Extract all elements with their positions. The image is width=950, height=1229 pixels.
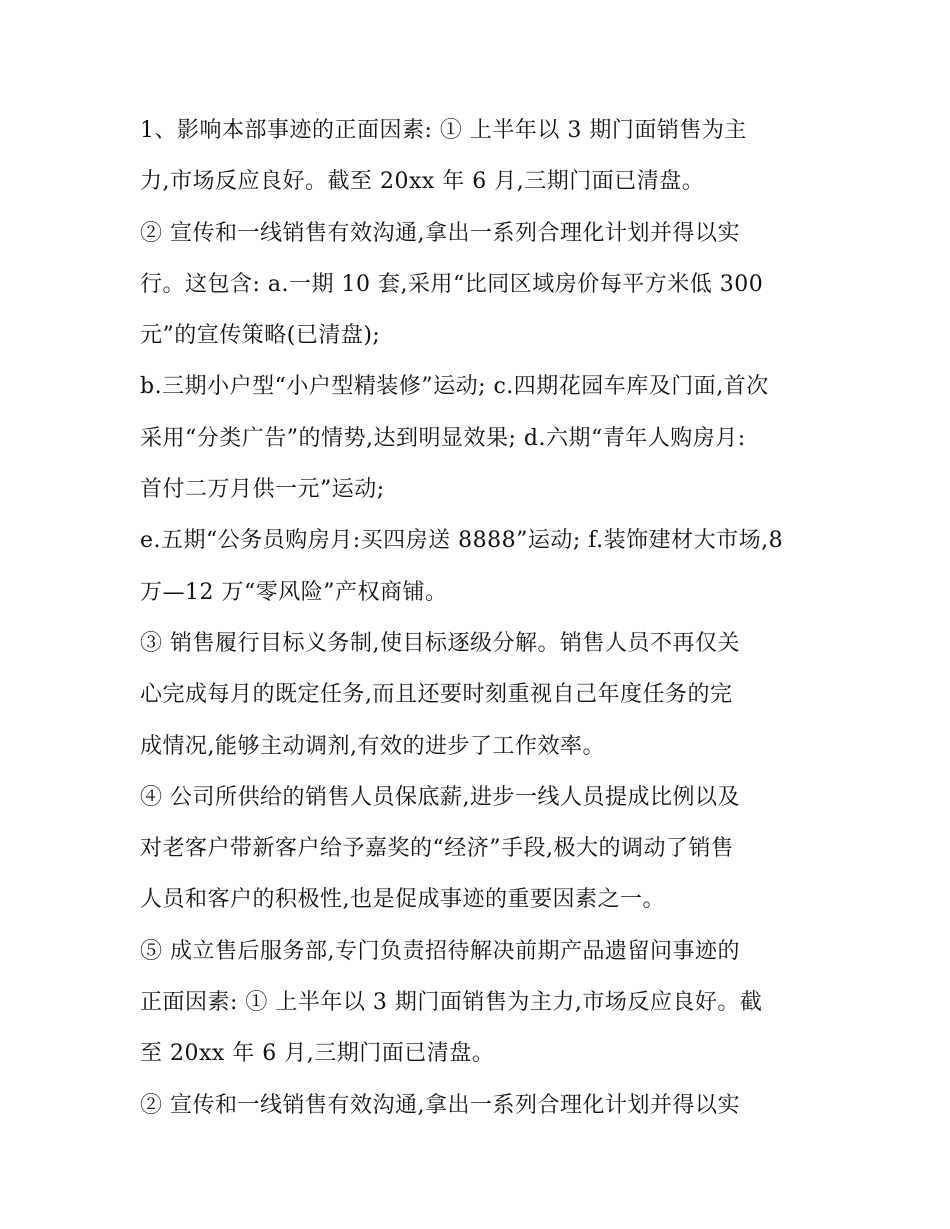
text-line: 首付二万月供一元”运动; (140, 477, 385, 503)
text-line: ④ 公司所供给的销售人员保底薪,进步一线人员提成比例以及 (140, 784, 740, 810)
text-line: 正面因素: ① 上半年以 3 期门面销售为主力,市场反应良好。截 (140, 990, 763, 1016)
text-line: b.三期小户型“小户型精装修”运动; c.四期花园车库及门面,首次 (140, 374, 769, 400)
text-line: 1、影响本部事迹的正面因素: ① 上半年以 3 期门面销售为主 (140, 118, 747, 143)
text-line: 成情况,能够主动调剂,有效的进步了工作效率。 (140, 733, 605, 759)
text-line: e.五期“公务员购房月:买四房送 8888”运动; f.装饰建材大市场,8 (140, 528, 784, 554)
text-line: 至 20xx 年 6 月,三期门面已清盘。 (140, 1041, 495, 1067)
text-line: 人员和客户的积极性,也是促成事迹的重要因素之一。 (140, 887, 665, 913)
text-line: 采用“分类广告”的情势,达到明显效果; d.六期“青年人购房月: (140, 425, 746, 451)
text-line: 元”的宣传策略(已清盘); (140, 323, 381, 349)
text-line: 力,市场反应良好。截至 20xx 年 6 月,三期门面已清盘。 (140, 169, 705, 195)
document-body (140, 105, 820, 1131)
text-line: ⑤ 成立售后服务部,专门负责招待解决前期产品遗留问事迹的 (140, 938, 740, 964)
text-line: 万—12 万“零风险”产权商铺。 (140, 579, 448, 605)
text-line: 心完成每月的既定任务,而且还要时刻重视自己年度任务的完 (140, 682, 733, 708)
text-line: ③ 销售履行目标义务制,使目标逐级分解。销售人员不再仅关 (140, 630, 740, 656)
text-line: 行。这包含: a.一期 10 套,采用“比同区域房价每平方米低 300 (140, 271, 764, 297)
text-line: ② 宣传和一线销售有效沟通,拿出一系列合理化计划并得以实 (140, 220, 740, 246)
text-line: ② 宣传和一线销售有效沟通,拿出一系列合理化计划并得以实 (140, 1092, 740, 1118)
text-line: 对老客户带新客户给予嘉奖的“经济”手段,极大的调动了销售 (140, 836, 734, 862)
